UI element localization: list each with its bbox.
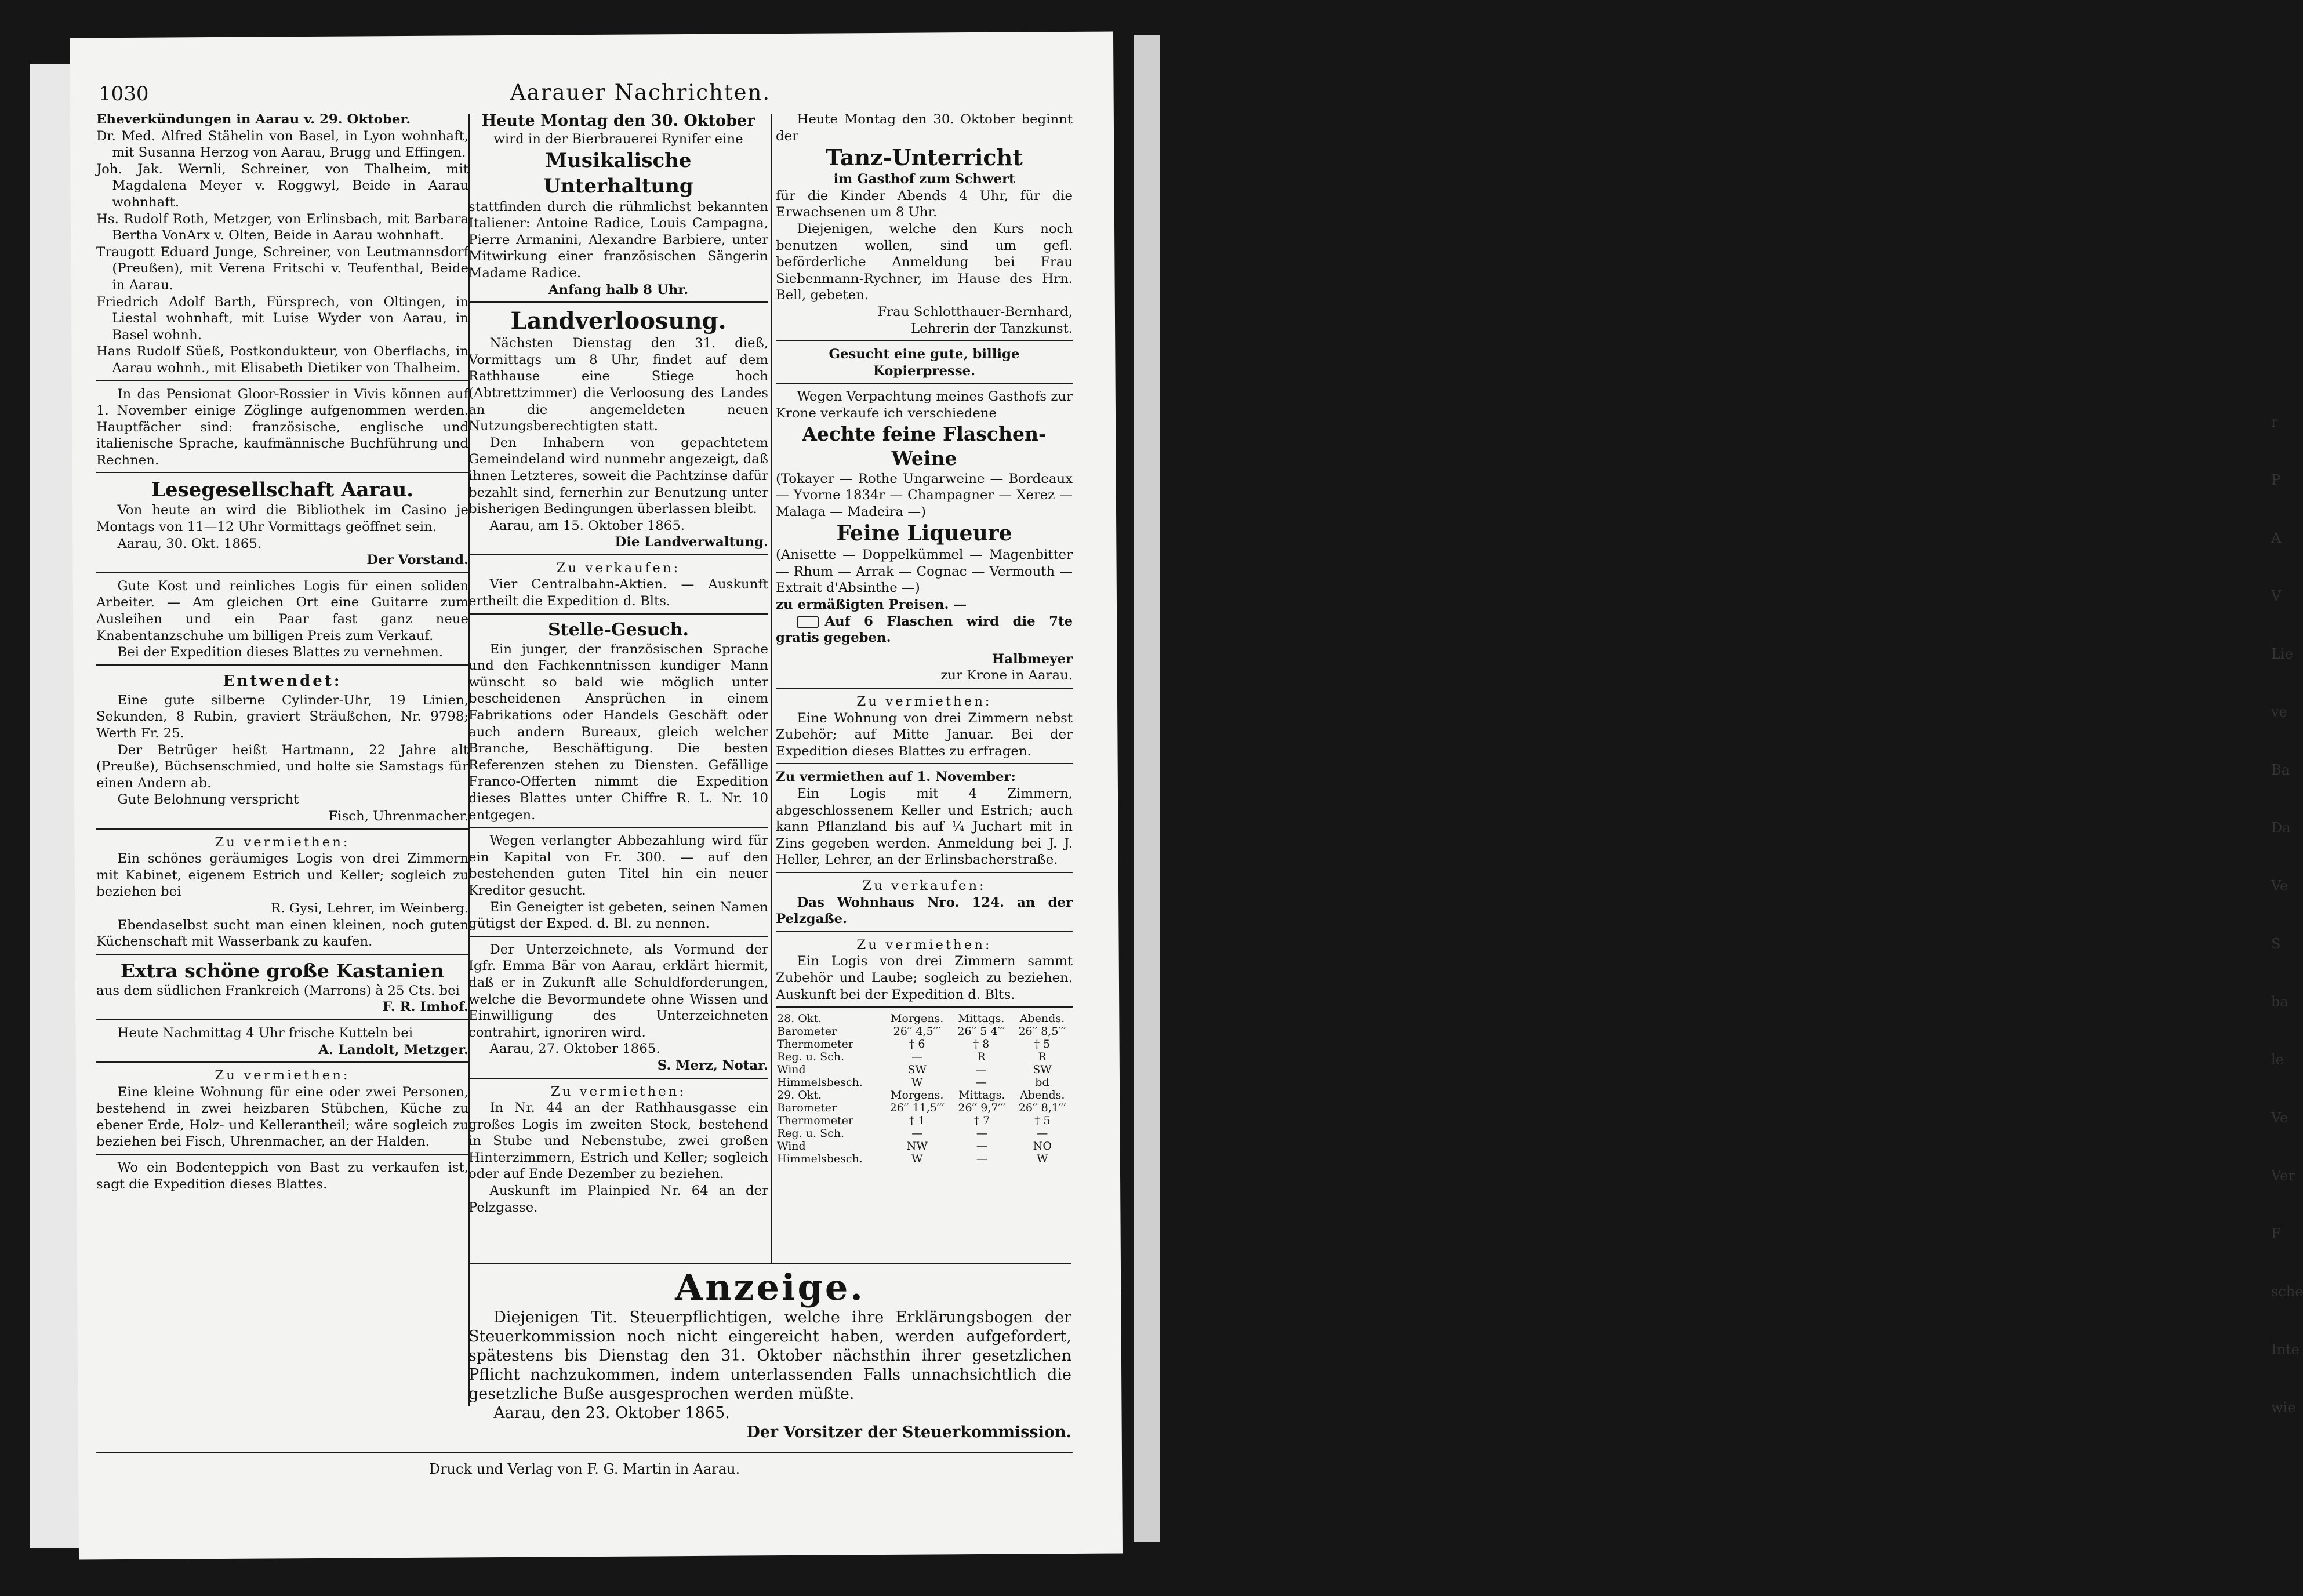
vermiethen-sign: R. Gysi, Lehrer, im Weinberg. (271, 900, 468, 916)
anzeige-date: Aarau, den 23. Oktober 1865. (493, 1404, 730, 1422)
vormund-notice: Der Unterzeichnete, als Vormund der Igfr. Emma Bär von Aarau, erklärt hiermit, daß er in Zukunft alle Schuldforderungen, welche die Bevormundete ohne Wissen und Einwilligung des Unterzeichneten contrahirt, ignoriren wird. (468, 941, 768, 1040)
pensionat-ad: In das Pensionat Gloor-Rossier in Vivis können auf 1. November einige Zöglinge aufgenommen werden. Hauptfächer sind: französische, englische und italienische Sprache, kaufmännische Buchführung und Rechnen. (96, 386, 468, 468)
verkaufen-body: Vier Centralbahn-Aktien. — Auskunft ertheilt die Expedition d. Blts. (468, 577, 768, 609)
divider (96, 572, 468, 573)
weather-row-label: Thermometer (777, 1038, 853, 1051)
music-body: stattfinden durch die rühmlichst bekannten Italiener: Antoine Radice, Louis Campagna, Pierre Armanini, Alexandre Barbiere, unter Mitwirkung einer französischen Sängerin Madame Radice. (468, 199, 768, 281)
music-head: Heute Montag den 30. Oktober (481, 112, 755, 130)
edge-fragment: wie (2271, 1399, 2296, 1416)
edge-fragment: P (2271, 472, 2281, 488)
anzeige-body: Diejenigen Tit. Steuerpflichtigen, welche ihre Erklärungsbogen der Steuerkommission noch nicht eingereicht haben, werden aufgefordert, spätestens bis Dienstag den 31. Oktober nächsthin ihrer gesetzlichen Pflicht nachzukommen, indem unterlassenden Falls unnachsichtlich die gesetzliche Buße ausgesprochen werden müßte. (468, 1308, 1071, 1403)
edge-fragment: r (2271, 414, 2278, 430)
divider (776, 872, 1073, 873)
divider (776, 688, 1073, 689)
weather-row-label: Himmelsbesch. (777, 1153, 863, 1166)
tanz-sign: Frau Schlotthauer-Bernhard, (877, 304, 1073, 319)
wein-title: Aechte feine Flaschen-Weine (802, 422, 1047, 470)
weather-value: — (975, 1076, 987, 1089)
divider (96, 380, 468, 381)
weather-row-label: Wind (777, 1140, 806, 1153)
landverloosung-sign: Die Landverwaltung. (615, 535, 768, 550)
november-title: Zu vermiethen auf 1. November: (776, 769, 1016, 785)
weather-row-label: Himmelsbesch. (777, 1076, 863, 1089)
divider (776, 763, 1073, 764)
weather-value: 26′′ 4,5′′′ (893, 1025, 941, 1038)
anzeige-title: Anzeige. (675, 1266, 865, 1308)
weather-value: NO (1033, 1140, 1052, 1153)
weather-table (776, 1012, 1073, 1089)
edge-fragment: Inte (2271, 1341, 2300, 1358)
weather-value: † 7 (973, 1114, 990, 1128)
weather-value: 26′′ 11,5′′′ (889, 1101, 945, 1115)
verkaufen-title: Zu verkaufen: (556, 560, 681, 576)
entwendet-body: Eine gute silberne Cylinder-Uhr, 19 Linien, Sekunden, 8 Rubin, graviert Sträußchen, Nr. 9798; Werth Fr. 25. (96, 692, 468, 741)
edge-fragment: le (2271, 1052, 2284, 1068)
kopierpresse-ad: Gesucht eine gute, billige Kopierpresse. (829, 347, 1020, 379)
weather-value: R (1038, 1050, 1047, 1064)
music-title: Musikalische Unterhaltung (543, 148, 693, 198)
marriage-entry: Traugott Eduard Junge, Schreiner, von Leutmannsdorf (Preußen), mit Verena Fritschi v. Teufenthal, Beide in Aarau. (96, 244, 468, 293)
landverloosung-body: Nächsten Dienstag den 31. dieß, Vormittags um 8 Uhr, findet auf dem Rathhause eine Stiege hoch (Abtrettzimmer) die Verloosung des Landes an die angemeldeten neuen Nutzungsberechtigten statt. (468, 336, 768, 434)
divider (776, 1006, 1073, 1008)
edge-fragment: Ba (2271, 762, 2290, 778)
marriage-entry: Hs. Rudolf Roth, Metzger, von Erlinsbach, mit Barbara Bertha VonArx v. Olten, Beide in Aarau wohnhaft. (96, 211, 468, 243)
vermiethen-body: Ein Logis von drei Zimmern sammt Zubehör und Laube; sogleich zu beziehen. Auskunft bei der Expedition d. Blts. (776, 954, 1073, 1002)
vermiethen-body: Eine kleine Wohnung für eine oder zwei Personen, bestehend in zwei heizbaren Stübchen, Küche zu ebener Erde, Holz- und Kellerantheil; wäre sogleich zu beziehen bei Fisch, Uhrenmacher, an der Halden. (96, 1084, 468, 1150)
verkaufen-title: Zu verkaufen: (862, 878, 986, 893)
edge-fragment: sche (2271, 1284, 2303, 1300)
weather-value: SW (1033, 1063, 1052, 1077)
kapital-ad: Wegen verlangter Abbezahlung wird für ein Kapital von Fr. 300. — auf den bestehenden guten Titel hin ein neuer Kreditor gesucht. (468, 833, 768, 898)
weather-column-header: Mittags. (958, 1012, 1005, 1026)
wein-list: (Tokayer — Rothe Ungarweine — Bordeaux — Yvorne 1834r — Champagner — Xerez — Malaga — Madeira —) (776, 471, 1073, 519)
marriage-entry: Hans Rudolf Süeß, Postkondukteur, von Oberflachs, in Aarau wohnh., mit Elisabeth Dietiker von Thalheim. (96, 344, 468, 376)
vermiethen-title: Zu vermiethen: (215, 834, 350, 850)
weather-value: — (975, 1063, 987, 1077)
weather-row-label: Thermometer (777, 1114, 853, 1128)
entwendet-title: Entwendet: (223, 672, 342, 690)
tanz-title: Tanz-Unterricht (826, 144, 1023, 171)
vermiethen-title: Zu vermiethen: (215, 1068, 350, 1084)
gratis-line: Auf 6 Flaschen wird die 7te gratis gegeben. (776, 613, 1073, 646)
marriage-title: Eheverkündungen in Aarau v. 29. Oktober. (96, 112, 411, 127)
weather-row-label: Barometer (777, 1101, 837, 1115)
kapital-ad: Ein Geneigter ist gebeten, seinen Namen gütigst der Exped. d. Bl. zu nennen. (468, 899, 768, 932)
verkaufen-body: Das Wohnhaus Nro. 124. an der Pelzgaße. (776, 895, 1073, 927)
vormund-date: Aarau, 27. Oktober 1865. (489, 1041, 660, 1057)
masthead: Aarauer Nachrichten. (510, 80, 771, 105)
kost-ad: Gute Kost und reinliches Logis für einen soliden Arbeiter. — Am gleichen Ort eine Guitarre zum Ausleihen und ein Paar fast ganz neue Knabentanzschuhe um billigen Preis zum Verkauf. (96, 578, 468, 644)
stelle-gesuch-body: Ein junger, der französischen Sprache und den Fachkenntnissen kundiger Mann wünscht so bald wie möglich unter bescheidenen Ansprüchen in einem Fabrikations oder Handels Geschäft oder auch andern Bureaux, gleich welcher Branche, Beschäftigung. Die besten Referenzen stehen zu Diensten. Gefällige Franco-Offerten nimmt die Expedition dieses Blattes unter Chiffre R. L. Nr. 10 entgegen. (468, 641, 768, 823)
weather-table (776, 1089, 1073, 1165)
november-body: Ein Logis mit 4 Zimmern, abgeschlossenem Keller und Estrich; auch kann Pflanzland bis auf ¼ Juchart mit in Zins gegeben werden. Anmeldung bei J. J. Heller, Lehrer, an der Erlinsbacherstraße. (776, 786, 1073, 868)
weather-value: 26′′ 8,1′′′ (1018, 1101, 1066, 1115)
column-2 (468, 111, 768, 1265)
vermiethen-title: Zu vermiethen: (856, 694, 992, 710)
edge-fragment: Lie (2271, 646, 2293, 662)
vormund-sign: S. Merz, Notar. (657, 1057, 768, 1073)
weather-value: W (911, 1153, 923, 1166)
vermiethen-body: In Nr. 44 an der Rathhausgasse ein großes Logis im zweiten Stock, bestehend in Stube und Nebenstube, zwei großen Hinterzimmern, Estrich und Keller; sogleich oder auf Ende Dezember zu beziehen. (468, 1100, 768, 1182)
edge-fragment: A (2271, 530, 2282, 546)
liqueure-list: (Anisette — Doppelkümmel — Magenbitter — Rhum — Arrak — Cognac — Vermouth — Extrait d'Absinthe —) (776, 547, 1073, 596)
weather-row-label: Reg. u. Sch. (777, 1050, 845, 1064)
kost-ad-contact: Bei der Expedition dieses Blattes zu vernehmen. (117, 645, 444, 660)
entwendet-sign: Fisch, Uhrenmacher. (328, 808, 468, 824)
weather-day: 28. Okt. (777, 1012, 822, 1026)
lesegesellschaft-date: Aarau, 30. Okt. 1865. (117, 536, 262, 551)
wein-intro: Wegen Verpachtung meines Gasthofs zur Krone verkaufe ich verschiedene (776, 389, 1073, 421)
vermiethen-body: Auskunft im Plainpied Nr. 64 an der Pelzgasse. (468, 1183, 768, 1215)
anzeige-notice (468, 1266, 1071, 1441)
weather-value: 26′′ 5 4′′′ (957, 1025, 1005, 1038)
page-number: 1030 (99, 82, 149, 106)
weather-value: W (911, 1076, 923, 1089)
vermiethen-title: Zu vermiethen: (856, 937, 992, 952)
divider (96, 1061, 468, 1063)
weather-value: † 6 (909, 1038, 925, 1051)
divider (96, 1019, 468, 1020)
divider (776, 340, 1073, 341)
tanz-body: Diejenigen, welche den Kurs noch benutzen wollen, sind um gefl. beförderliche Anmeldung bei Frau Siebenmann-Rychner, im Hause des Hrn. Bell, gebeten. (776, 221, 1073, 303)
edge-fragment: ve (2271, 704, 2287, 720)
divider (468, 554, 768, 555)
divider (96, 472, 468, 473)
footer-rule (96, 1452, 1073, 1453)
kastanien-body: aus dem südlichen Frankreich (Marrons) à 25 Cts. bei (96, 983, 460, 998)
lesegesellschaft-body: Von heute an wird die Bibliothek im Casino je Montags von 11—12 Uhr Vormittags geöffnet sein. (96, 503, 468, 535)
edge-fragments (2271, 412, 2303, 1484)
weather-column-header: Mittags. (958, 1089, 1005, 1102)
tanz-place: im Gasthof zum Schwert (833, 172, 1015, 187)
divider (468, 301, 768, 303)
weather-value: — (911, 1127, 923, 1140)
marriage-entry: Friedrich Adolf Barth, Fürsprech, von Oltingen, in Liestal wohnhaft, mit Luise Wyder von Aarau, in Basel wohnh. (96, 294, 468, 343)
marriage-announcements (96, 111, 468, 377)
weather-value: † 1 (909, 1114, 925, 1128)
landverloosung-title: Landverloosung. (510, 307, 727, 335)
weather-value: R (977, 1050, 986, 1064)
pointing-hand-icon (797, 616, 819, 628)
kastanien-title: Extra schöne große Kastanien (120, 959, 445, 982)
weather-value: † 8 (973, 1038, 990, 1051)
divider (468, 936, 768, 937)
landverloosung-date: Aarau, am 15. Oktober 1865. (489, 518, 685, 533)
column-1 (96, 111, 468, 1404)
landverloosung-body: Den Inhabern von gepachtetem Gemeindeland wird nunmehr angezeigt, daß ihnen Letzteres, soweit die Pachtzinse dafür bezahlt sind, fernerhin zur Benutzung unter bisherigen Bedingungen überlassen bleibt. (468, 435, 768, 517)
edge-fragment: V (2271, 588, 2282, 604)
kastanien-sign: F. R. Imhof. (382, 999, 468, 1015)
preise-line: zu ermäßigten Preisen. — (776, 597, 967, 613)
vermiethen-title: Zu vermiethen: (550, 1084, 686, 1099)
weather-report (776, 1012, 1073, 1165)
lesegesellschaft-title: Lesegesellschaft Aarau. (151, 478, 413, 502)
divider (96, 954, 468, 955)
divider (776, 383, 1073, 384)
weather-value: — (1037, 1127, 1048, 1140)
edge-fragment: Ver (2271, 1168, 2295, 1184)
weather-value: bd (1035, 1076, 1049, 1089)
stelle-gesuch-title: Stelle-Gesuch. (548, 619, 689, 640)
divider (96, 1154, 468, 1155)
anzeige-top-rule (468, 1263, 1071, 1264)
vermiethen-body: Eine Wohnung von drei Zimmern nebst Zubehör; auf Mitte Januar. Bei der Expedition dieses Blattes zu erfragen. (776, 710, 1073, 759)
vermiethen-body: Ebendaselbst sucht man einen kleinen, noch guten Küchenschaft mit Wasserbank zu kaufen. (96, 917, 468, 950)
halbmeyer-sign: zur Krone in Aarau. (940, 668, 1073, 684)
weather-column-header: Morgens. (891, 1089, 944, 1102)
right-page-edge (1134, 35, 2303, 1542)
weather-value: SW (907, 1063, 927, 1077)
weather-column-header: Morgens. (890, 1012, 944, 1026)
kutteln-sign: A. Landolt, Metzger. (318, 1042, 468, 1057)
divider (468, 613, 768, 615)
weather-value: † 5 (1034, 1114, 1051, 1128)
edge-fragment: S (2271, 936, 2281, 952)
edge-fragment: F (2271, 1226, 2281, 1242)
edge-fragment: Ve (2271, 878, 2289, 894)
weather-value: † 5 (1034, 1038, 1051, 1051)
tanz-sign: Lehrerin der Tanzkunst. (910, 321, 1073, 336)
music-sub: wird in der Bierbrauerei Rynifer eine (493, 132, 743, 147)
edge-fragment: ba (2271, 994, 2289, 1010)
weather-value: — (976, 1140, 987, 1153)
vermiethen-body: Ein schönes geräumiges Logis von drei Zimmern mit Kabinet, eigenem Estrich und Keller; sogleich zu beziehen bei (96, 851, 468, 900)
marriage-entry: Dr. Med. Alfred Stähelin von Basel, in Lyon wohnhaft, mit Susanna Herzog von Aarau, Brugg und Effingen. (96, 128, 468, 161)
edge-fragment: Ve (2271, 1110, 2289, 1126)
imprint: Druck und Verlag von F. G. Martin in Aarau. (428, 1461, 740, 1477)
column-rule-2 (771, 114, 772, 1264)
weather-value: — (911, 1050, 923, 1064)
divider (96, 664, 468, 666)
marriage-entry: Joh. Jak. Wernli, Schreiner, von Thalheim, mit Magdalena Meyer v. Roggwyl, Beide in Aarau wohnhaft. (96, 161, 468, 210)
divider (468, 1078, 768, 1079)
music-time: Anfang halb 8 Uhr. (548, 282, 689, 297)
entwendet-body: Der Betrüger heißt Hartmann, 22 Jahre alt (Preuße), Büchsenschmied, und holte sie Samstags für einen Andern ab. (96, 742, 468, 791)
weather-row-label: Reg. u. Sch. (777, 1127, 845, 1140)
weather-value: — (976, 1127, 987, 1140)
divider (776, 931, 1073, 932)
bodenteppich-ad: Wo ein Bodenteppich von Bast zu verkaufen ist, sagt die Expedition dieses Blattes. (96, 1160, 468, 1192)
weather-value: 26′′ 8,5′′′ (1018, 1025, 1066, 1038)
halbmeyer-sign: Halbmeyer (991, 651, 1073, 667)
tanz-body: für die Kinder Abends 4 Uhr, für die Erwachsenen um 8 Uhr. (776, 188, 1073, 220)
edge-fragment: Da (2271, 820, 2291, 836)
anzeige-sign: Der Vorsitzer der Steuerkommission. (746, 1423, 1071, 1441)
column-3 (776, 111, 1073, 1265)
weather-column-header: Abends. (1020, 1089, 1065, 1102)
weather-value: NW (906, 1140, 928, 1153)
weather-value: — (976, 1153, 987, 1166)
lesegesellschaft-sign: Der Vorstand. (366, 552, 468, 568)
kutteln-ad: Heute Nachmittag 4 Uhr frische Kutteln bei (117, 1025, 413, 1041)
weather-day: 29. Okt. (777, 1089, 822, 1102)
tanz-head: Heute Montag den 30. Oktober beginnt der (776, 112, 1073, 144)
weather-value: W (1037, 1153, 1048, 1166)
weather-row-label: Barometer (777, 1025, 837, 1038)
entwendet-body: Gute Belohnung verspricht (117, 792, 299, 808)
liqueure-title: Feine Liqueure (836, 521, 1012, 546)
weather-row-label: Wind (777, 1063, 806, 1077)
divider (96, 828, 468, 830)
weather-column-header: Abends. (1019, 1012, 1065, 1026)
weather-value: 26′′ 9,7′′′ (958, 1101, 1006, 1115)
divider (468, 827, 768, 828)
